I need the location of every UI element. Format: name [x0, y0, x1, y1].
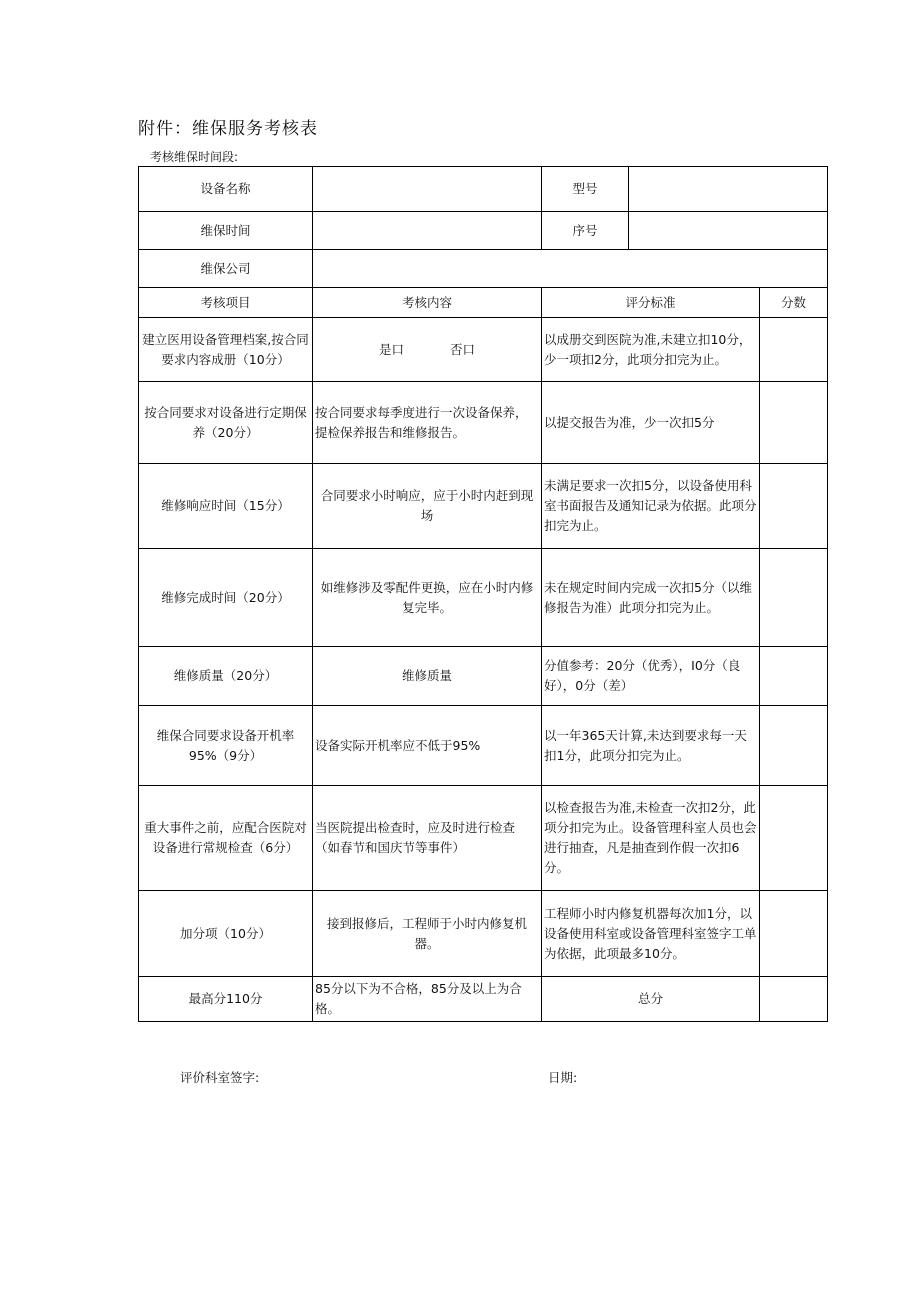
no-checkbox[interactable]: 否口 — [450, 341, 476, 357]
row-item: 建立医用设备管理档案,按合同要求内容成册（10分） — [139, 318, 313, 382]
row-criteria: 以成册交到医院为准,未建立扣10分，少一项扣2分，此项分扣完为止。 — [542, 318, 760, 382]
table-row — [139, 891, 828, 977]
col-item-header: 考核项目 — [139, 288, 313, 318]
row-item: 维修完成时间（20分） — [139, 549, 313, 647]
row-content: 按合同要求每季度进行一次设备保养，提检保养报告和维修报告。 — [313, 382, 542, 464]
device-name-label: 设备名称 — [139, 167, 313, 212]
table-row — [139, 786, 828, 891]
row-score[interactable] — [760, 464, 828, 549]
row-item: 维修质量（20分） — [139, 647, 313, 706]
row-content: 当医院提出检查时，应及时进行检查（如春节和国庆节等事件） — [313, 786, 542, 891]
page-title: 附件：维保服务考核表 — [138, 119, 318, 139]
row-content: 接到报修后，工程师于小时内修复机器。 — [313, 891, 542, 977]
company-field[interactable] — [313, 250, 828, 288]
pass-rule-cell: 85分以下为不合格，85分及以上为合格。 — [313, 977, 542, 1022]
yes-checkbox[interactable]: 是口 — [378, 341, 404, 357]
row-criteria: 未在规定时间内完成一次扣5分（以维修报告为准）此项分扣完为止。 — [542, 549, 760, 647]
row-item: 加分项（10分） — [139, 891, 313, 977]
company-label: 维保公司 — [139, 250, 313, 288]
row-criteria: 未满足要求一次扣5分，以设备使用科室书面报告及通知记录为依据。此项分扣完为止。 — [542, 464, 760, 549]
assessment-period-label: 考核维保时间段: — [150, 150, 239, 164]
column-header-row — [139, 288, 828, 318]
serial-field[interactable] — [629, 212, 828, 250]
row-score[interactable] — [760, 706, 828, 786]
table-row — [139, 464, 828, 549]
device-name-field[interactable] — [313, 167, 542, 212]
row-content: 如维修涉及零配件更换，应在小时内修复完毕。 — [313, 549, 542, 647]
row-score[interactable] — [760, 647, 828, 706]
row-score[interactable] — [760, 549, 828, 647]
row-item: 维保合同要求设备开机率95%（9分） — [139, 706, 313, 786]
row-score[interactable] — [760, 786, 828, 891]
table-row — [139, 706, 828, 786]
col-criteria-header: 评分标准 — [542, 288, 760, 318]
company-row — [139, 250, 828, 288]
table-row — [139, 977, 828, 1022]
table-row — [139, 549, 828, 647]
assessment-table — [138, 166, 828, 1022]
serial-label: 序号 — [542, 212, 629, 250]
row-score[interactable] — [760, 382, 828, 464]
maintenance-time-row — [139, 212, 828, 250]
row-score[interactable] — [760, 891, 828, 977]
model-label: 型号 — [542, 167, 629, 212]
row-criteria: 工程师小时内修复机器每次加1分，以设备使用科室或设备管理科室签字工单为依据，此项最多10分。 — [542, 891, 760, 977]
model-field[interactable] — [629, 167, 828, 212]
total-score-field[interactable] — [760, 977, 828, 1022]
maintenance-time-label: 维保时间 — [139, 212, 313, 250]
row-criteria: 分值参考：20分（优秀），I0分（良好），0分（差） — [542, 647, 760, 706]
row-criteria: 以提交报告为准，少一次扣5分 — [542, 382, 760, 464]
max-score-cell: 最高分110分 — [139, 977, 313, 1022]
row-score[interactable] — [760, 318, 828, 382]
col-score-header: 分数 — [760, 288, 828, 318]
row-item: 重大事件之前，应配合医院对设备进行常规检查（6分） — [139, 786, 313, 891]
total-score-label: 总分 — [542, 977, 760, 1022]
row-item: 按合同要求对设备进行定期保养（20分） — [139, 382, 313, 464]
maintenance-time-field[interactable] — [313, 212, 542, 250]
row-content: 合同要求小时响应，应于小时内赶到现场 — [313, 464, 542, 549]
table-row — [139, 647, 828, 706]
row-item: 维修响应时间（15分） — [139, 464, 313, 549]
col-content-header: 考核内容 — [313, 288, 542, 318]
device-name-row — [139, 167, 828, 212]
table-row — [139, 382, 828, 464]
row-criteria: 以检查报告为准,未检查一次扣2分，此项分扣完为止。设备管理科室人员也会进行抽查，凡是抽查到作假一次扣6分。 — [542, 786, 760, 891]
row-criteria: 以一年365天计算,未达到要求每一天扣1分，此项分扣完为止。 — [542, 706, 760, 786]
row-content — [313, 318, 542, 382]
date-label: 日期: — [548, 1070, 578, 1085]
table-row — [139, 318, 828, 382]
row-content: 设备实际开机率应不低于95% — [313, 706, 542, 786]
dept-signature-label: 评价科室签字: — [180, 1070, 260, 1085]
row-content: 维修质量 — [313, 647, 542, 706]
